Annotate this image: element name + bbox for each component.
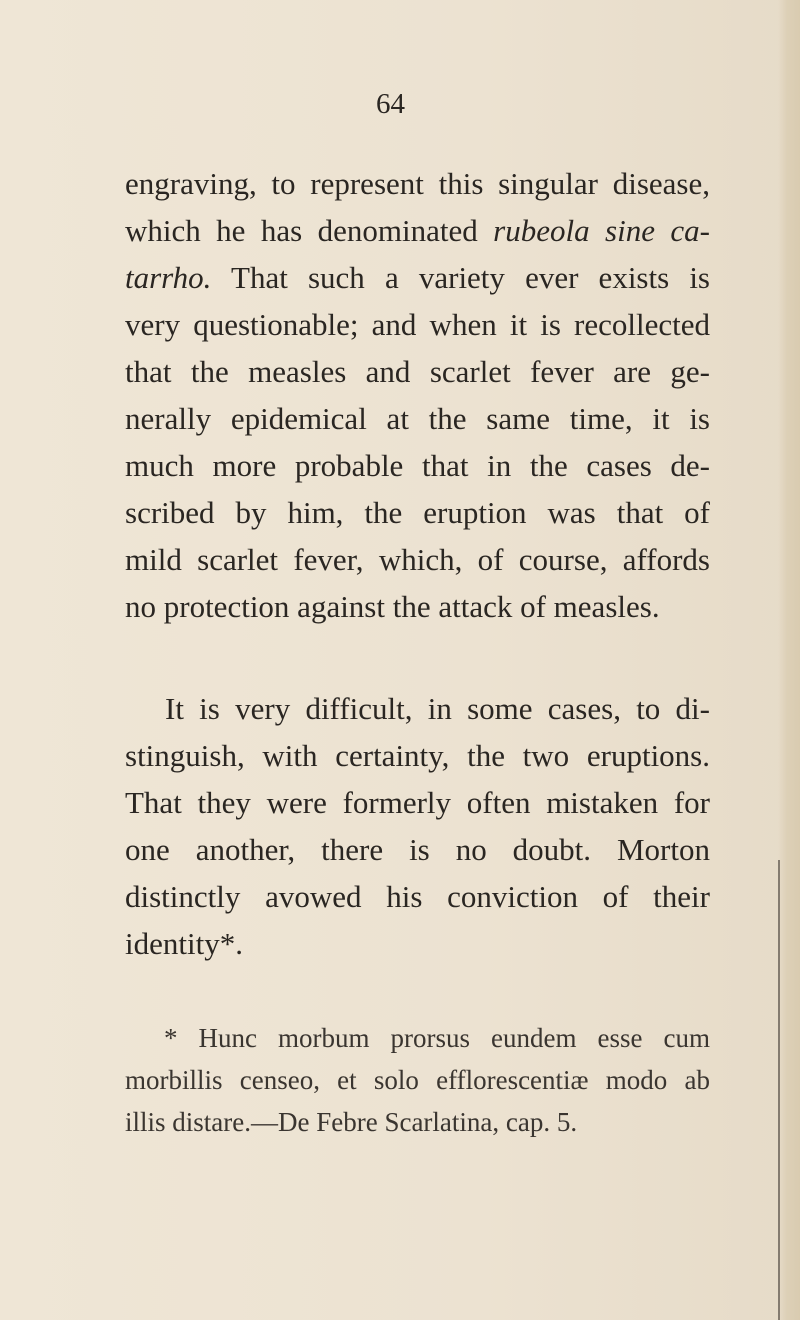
line-text: That such a variety ever exists is xyxy=(211,260,710,295)
binding-fold-line xyxy=(778,860,780,1320)
footnote-line-1: * Hunc morbum prorsus eundem esse cum xyxy=(164,1023,710,1053)
paragraph-1-line-4: very questionable; and when it is recollected xyxy=(125,307,710,342)
italic-term: rubeola sine ca- xyxy=(493,213,710,248)
paragraph-1-line-6: nerally epidemical at the same time, it is xyxy=(125,401,710,436)
paragraph-1-line-5: that the measles and scarlet fever are ge- xyxy=(125,354,710,389)
paragraph-1-line-1: engraving, to represent this singular disease, xyxy=(125,166,710,201)
page-number: 64 xyxy=(376,88,405,120)
paragraph-2-line-4: one another, there is no doubt. Morton xyxy=(125,832,710,867)
paragraph-1-line-2 xyxy=(125,213,710,249)
paragraph-2-line-6: identity*. xyxy=(125,926,243,961)
paragraph-2-line-3: That they were formerly often mistaken for xyxy=(125,785,710,820)
paragraph-1-line-8: scribed by him, the eruption was that of xyxy=(125,495,710,530)
paragraph-2-line-2: stinguish, with certainty, the two eruptions. xyxy=(125,738,710,773)
italic-term-end: tarrho. xyxy=(125,260,212,295)
paragraph-1-line-3 xyxy=(125,260,710,296)
paragraph-2-line-1: It is very difficult, in some cases, to di- xyxy=(165,691,710,726)
footnote-line-3: illis distare.—De Febre Scarlatina, cap. 5. xyxy=(125,1107,578,1137)
page-edge-shadow xyxy=(778,0,800,1320)
line-text: which he has denominated xyxy=(125,213,494,248)
footnote-line-2: morbillis censeo, et solo efflorescentiæ modo ab xyxy=(125,1065,710,1095)
paragraph-2-line-5: distinctly avowed his conviction of their xyxy=(125,879,710,914)
paragraph-1-line-7: much more probable that in the cases de- xyxy=(125,448,710,483)
paragraph-1-line-10: no protection against the attack of measles. xyxy=(125,589,660,624)
paragraph-1-line-9: mild scarlet fever, which, of course, affords xyxy=(125,542,710,577)
